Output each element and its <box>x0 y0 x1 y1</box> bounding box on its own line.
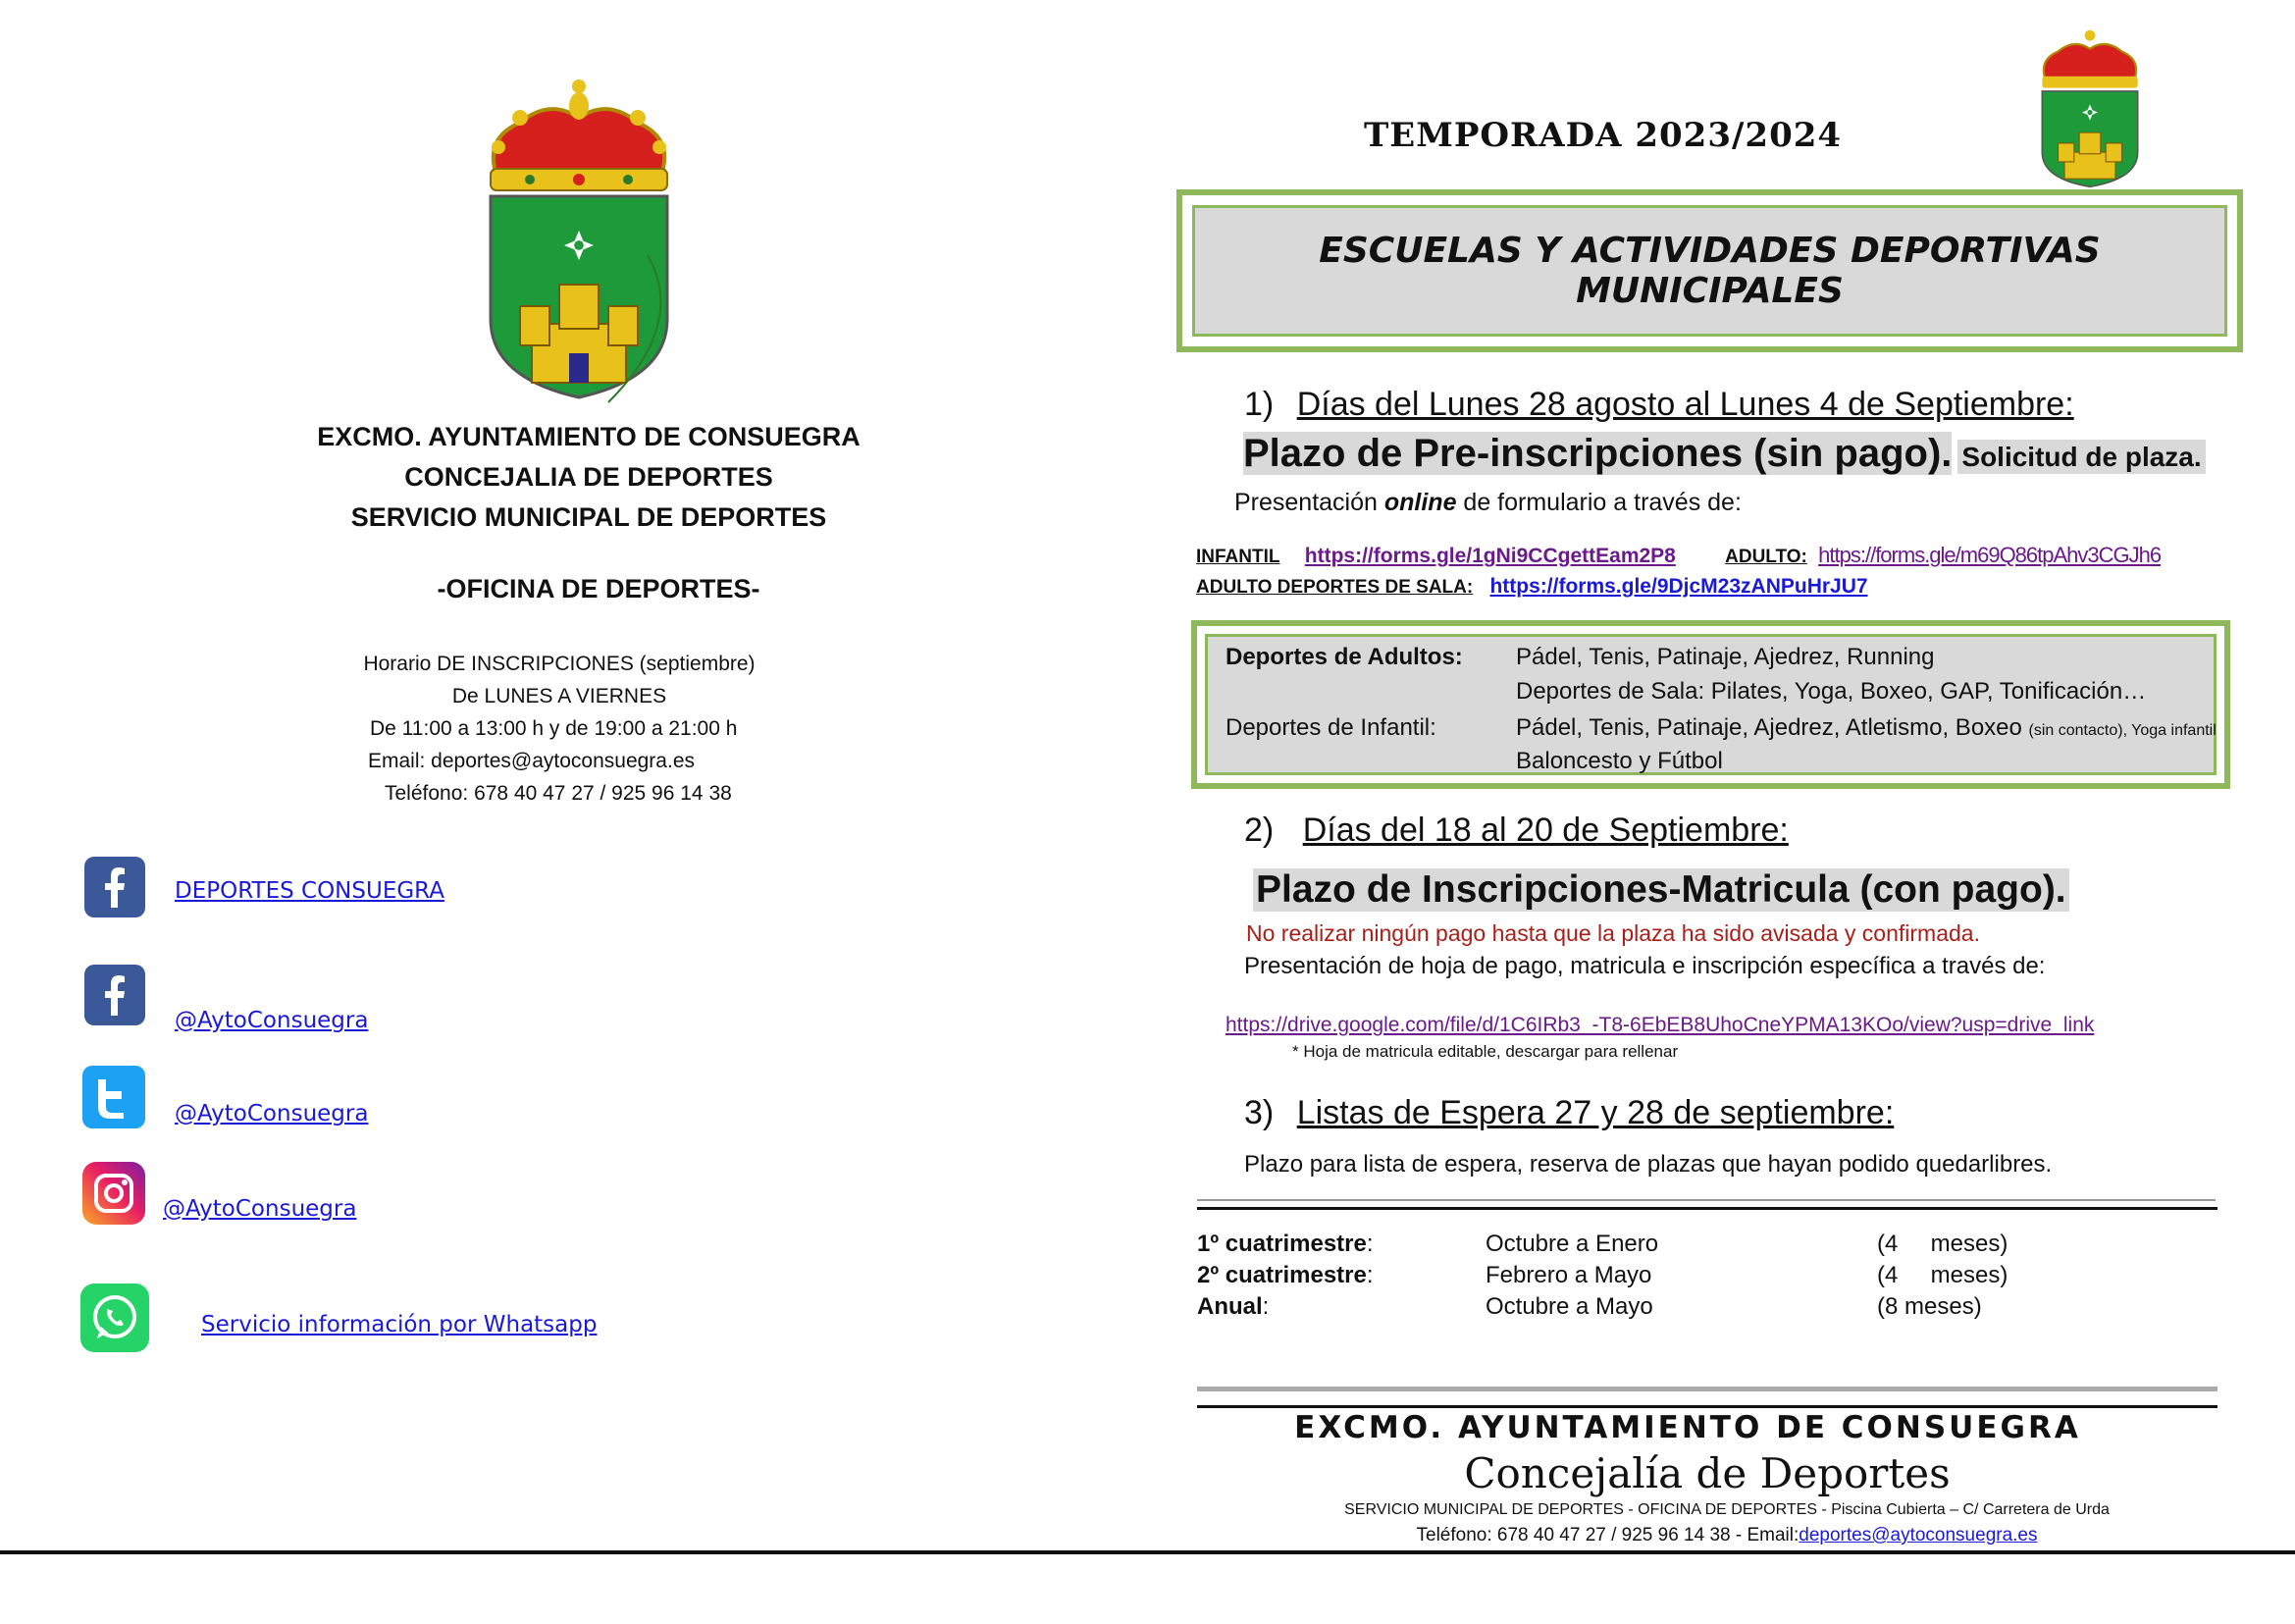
footer-contact <box>1256 1525 2198 1546</box>
schedule-line-2: De LUNES A VIERNES <box>451 685 667 707</box>
infantil-list-2: Baloncesto y Fútbol <box>1516 748 1723 774</box>
section-3-heading: Listas de Espera 27 y 28 de septiembre: <box>1296 1094 1895 1131</box>
section-2-heading: Días del 18 al 20 de Septiembre: <box>1302 812 1789 849</box>
divider <box>1197 1207 2217 1210</box>
banner-line-1: ESCUELAS Y ACTIVIDADES DEPORTIVAS <box>1319 231 2101 271</box>
org-heading <box>245 417 932 538</box>
section-2-title <box>1244 812 1789 850</box>
coat-of-arms-large <box>461 79 697 407</box>
footer-phone: Teléfono: 678 40 47 27 / 925 96 14 38 - Email: <box>1416 1525 1799 1545</box>
org-line-1: EXCMO. AYUNTAMIENTO DE CONSUEGRA <box>317 422 861 451</box>
facebook-icon[interactable] <box>84 857 145 917</box>
infantil-form-link[interactable]: https://forms.gle/1gNi9CCgettEam2P8 <box>1304 545 1676 567</box>
sports-box <box>1191 620 2230 789</box>
banner-line-2: MUNICIPALES <box>1576 271 1844 311</box>
schedule-phone: Teléfono: 678 40 47 27 / 925 96 14 38 <box>385 782 732 805</box>
section-2-presentation: Presentación de hoja de pago, matricula e inscripción específica a través de: <box>1244 953 2046 979</box>
adultos-list-1: Pádel, Tenis, Patinaje, Ajedrez, Running <box>1516 644 1935 670</box>
divider <box>1197 1199 2216 1201</box>
season-title: TEMPORADA 2023/2024 <box>1364 116 1843 155</box>
table-row: Anual: Octubre a Mayo (8 meses) <box>1197 1293 1982 1320</box>
footer-divider <box>1197 1387 2217 1391</box>
adultos-label: Deportes de Adultos: <box>1226 644 1463 670</box>
footer-org: EXCMO. AYUNTAMIENTO DE CONSUEGRA <box>1294 1410 2081 1445</box>
social-link-facebook-2[interactable]: @AytoConsuegra <box>175 1008 369 1033</box>
table-row: 1º cuatrimestre: Octubre a Enero (4 meses) <box>1197 1231 2008 1257</box>
section-3-title <box>1244 1094 1894 1132</box>
whatsapp-icon[interactable] <box>80 1283 149 1352</box>
adulto-form-link[interactable]: https://forms.gle/m69Q86tpAhv3CGJh6 <box>1818 543 2162 567</box>
table-row: 2º cuatrimestre: Febrero a Mayo (4 meses) <box>1197 1262 2008 1288</box>
schedule-line-3: De 11:00 a 13:00 h y de 19:00 a 21:00 h <box>370 717 738 740</box>
section-1-title <box>1244 386 2074 424</box>
infantil-label: INFANTIL <box>1196 547 1280 567</box>
facebook-icon[interactable] <box>84 965 145 1025</box>
drive-note: * Hoja de matricula editable, descargar para rellenar <box>1292 1042 1679 1061</box>
section-1-plazo <box>1243 432 2206 476</box>
social-link-whatsapp[interactable]: Servicio información por Whatsapp <box>201 1312 598 1337</box>
form-links-row-2 <box>1196 575 1868 599</box>
footer-dept: Concejalía de Deportes <box>1464 1449 1951 1497</box>
footer-email-link[interactable]: deportes@aytoconsuegra.es <box>1799 1525 2038 1545</box>
section-3-number: 3) <box>1244 1094 1275 1131</box>
terms-table <box>1197 1229 2178 1323</box>
adultos-list-2: Deportes de Sala: Pilates, Yoga, Boxeo, GAP, Tonificación… <box>1516 678 2147 705</box>
footer-address: SERVICIO MUNICIPAL DE DEPORTES - OFICINA DE DEPORTES - Piscina Cubierta – C/ Carretera de Urda <box>1344 1501 2110 1518</box>
schedule-block <box>353 648 844 810</box>
social-link-twitter[interactable]: @AytoConsuegra <box>175 1101 369 1126</box>
social-link-instagram[interactable]: @AytoConsuegra <box>163 1196 357 1222</box>
sala-label: ADULTO DEPORTES DE SALA: <box>1196 577 1474 598</box>
twitter-icon[interactable] <box>82 1066 145 1128</box>
infantil-list-1: Pádel, Tenis, Patinaje, Ajedrez, Atletismo, Boxeo (sin contacto), Yoga infantil <box>1516 714 2217 741</box>
drive-link[interactable]: https://drive.google.com/file/d/1C6IRb3_-T8-6EbEB8UhoCneYPMA13KOo/view?usp=drive_link <box>1226 1014 2095 1036</box>
section-2-number: 2) <box>1244 812 1275 849</box>
solicitud-plaza: Solicitud de plaza. <box>1957 440 2205 474</box>
footer-divider <box>1197 1405 2217 1408</box>
payment-warning: No realizar ningún pago hasta que la plaza ha sido avisada y confirmada. <box>1246 920 1980 946</box>
coat-of-arms-small <box>2026 27 2154 189</box>
schedule-line-1: Horario DE INSCRIPCIONES (septiembre) <box>363 653 756 675</box>
infantil-note: (sin contacto), Yoga infantil <box>2028 722 2217 739</box>
section-1-number: 1) <box>1244 386 1275 423</box>
form-links-row-1 <box>1196 543 2161 568</box>
instagram-icon[interactable] <box>82 1162 145 1225</box>
sala-form-link[interactable]: https://forms.gle/9DjcM23zANPuHrJU7 <box>1489 575 1868 598</box>
section-3-text: Plazo para lista de espera, reserva de plazas que hayan podido quedarlibres. <box>1244 1151 2053 1178</box>
office-title: -OFICINA DE DEPORTES- <box>437 574 760 603</box>
presentation-online: Presentación online de formulario a través de: <box>1234 489 1742 516</box>
org-line-2: CONCEJALIA DE DEPORTES <box>404 462 773 492</box>
social-link-facebook-1[interactable]: DEPORTES CONSUEGRA <box>175 878 444 904</box>
plazo-matricula: Plazo de Inscripciones-Matricula (con pago). <box>1253 868 2069 912</box>
infantil-label: Deportes de Infantil: <box>1226 714 1436 741</box>
title-banner <box>1176 189 2243 352</box>
page-bottom-line <box>0 1550 2295 1554</box>
org-line-3: SERVICIO MUNICIPAL DE DEPORTES <box>350 502 827 532</box>
schedule-email: Email: deportes@aytoconsuegra.es <box>368 750 695 772</box>
section-1-heading: Días del Lunes 28 agosto al Lunes 4 de Septiembre: <box>1296 386 2074 423</box>
adulto-label: ADULTO: <box>1725 547 1807 567</box>
plazo-pre-inscripcion: Plazo de Pre-inscripciones (sin pago). <box>1243 432 1953 475</box>
